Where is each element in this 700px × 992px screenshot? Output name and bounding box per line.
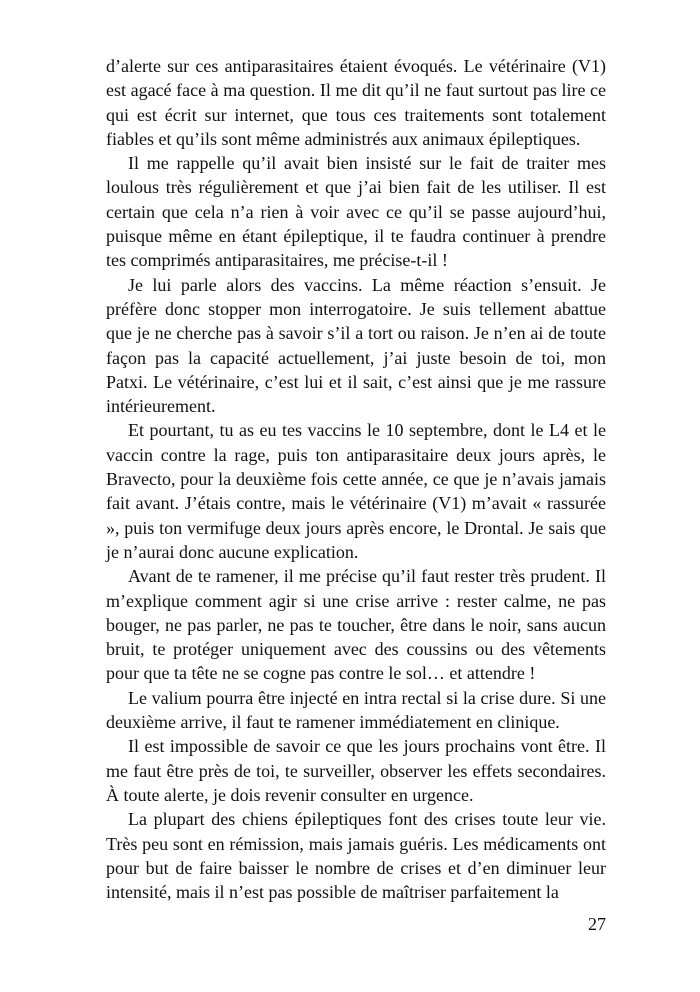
page-number: 27 [588, 914, 606, 934]
paragraph-3: Je lui parle alors des vaccins. La même réaction s’ensuit. Je préfère donc stopper mon interrogatoire. Je suis tellement abattue que je ne cherche pas à savoir s’il a tort ou raison. Je n’en ai de toute façon pas la capacité actuellement, j’ai juste besoin de toi, mon Patxi. Le vétérinaire, c’est lui et il sait, c’est ainsi que je me rassure intérieurement. [106, 274, 606, 417]
paragraph-1: d’alerte sur ces antiparasitaires étaient évoqués. Le vétérinaire (V1) est agacé face à ma question. Il me dit qu’il ne faut surtout pas lire ce qui est écrit sur internet, que tous ces traitements sont totalement fiables et qu’ils sont même administrés aux animaux épileptiques. [106, 56, 606, 149]
paragraph-6: Le valium pourra être injecté en intra rectal si la crise dure. Si une deuxième arrive, il faut te ramener immédiatement en clinique. [106, 687, 606, 733]
paragraph-2: Il me rappelle qu’il avait bien insisté sur le fait de traiter mes loulous très régulièrement et que j’ai bien fait de les utiliser. Il est certain que cela n’a rien à voir avec ce qu’il se passe aujourd’hui, puisque même en étant épileptique, il te faudra continuer à prendre tes comprimés antiparasitaires, me précise-t-il ! [106, 153, 606, 271]
paragraph-8: La plupart des chiens épileptiques font des crises toute leur vie. Très peu sont en rémission, mais jamais guéris. Les médicaments ont pour but de faire baisser le nombre de crises et d’en diminuer leur intensité, mais il n’est pas possible de maîtriser parfaitement la [106, 809, 606, 903]
paragraph-5: Avant de te ramener, il me précise qu’il faut rester très prudent. Il m’explique comment agir si une crise arrive : rester calme, ne pas bouger, ne pas parler, ne pas te toucher, être dans le noir, sans aucun bruit, te protéger uniquement avec des coussins ou des vêtements pour que ta tête ne se cogne pas contre le sol… et attendre ! [106, 566, 606, 684]
paragraph-7: Il est impossible de savoir ce que les jours prochains vont être. Il me faut être près de toi, te surveiller, observer les effets secondaires. À toute alerte, je dois revenir consulter en urgence. [106, 736, 606, 805]
body-text [106, 54, 606, 904]
paragraph-4: Et pourtant, tu as eu tes vaccins le 10 septembre, dont le L4 et le vaccin contre la rage, puis ton antiparasitaire deux jours après, le Bravecto, pour la deuxième fois cette année, ce que je n’avais jamais fait avant. J’étais contre, mais le vétérinaire (V1) m’avait « rassurée », puis ton vermifuge deux jours après encore, le Drontal. Je sais que je n’aurai donc aucune explication. [106, 420, 606, 562]
